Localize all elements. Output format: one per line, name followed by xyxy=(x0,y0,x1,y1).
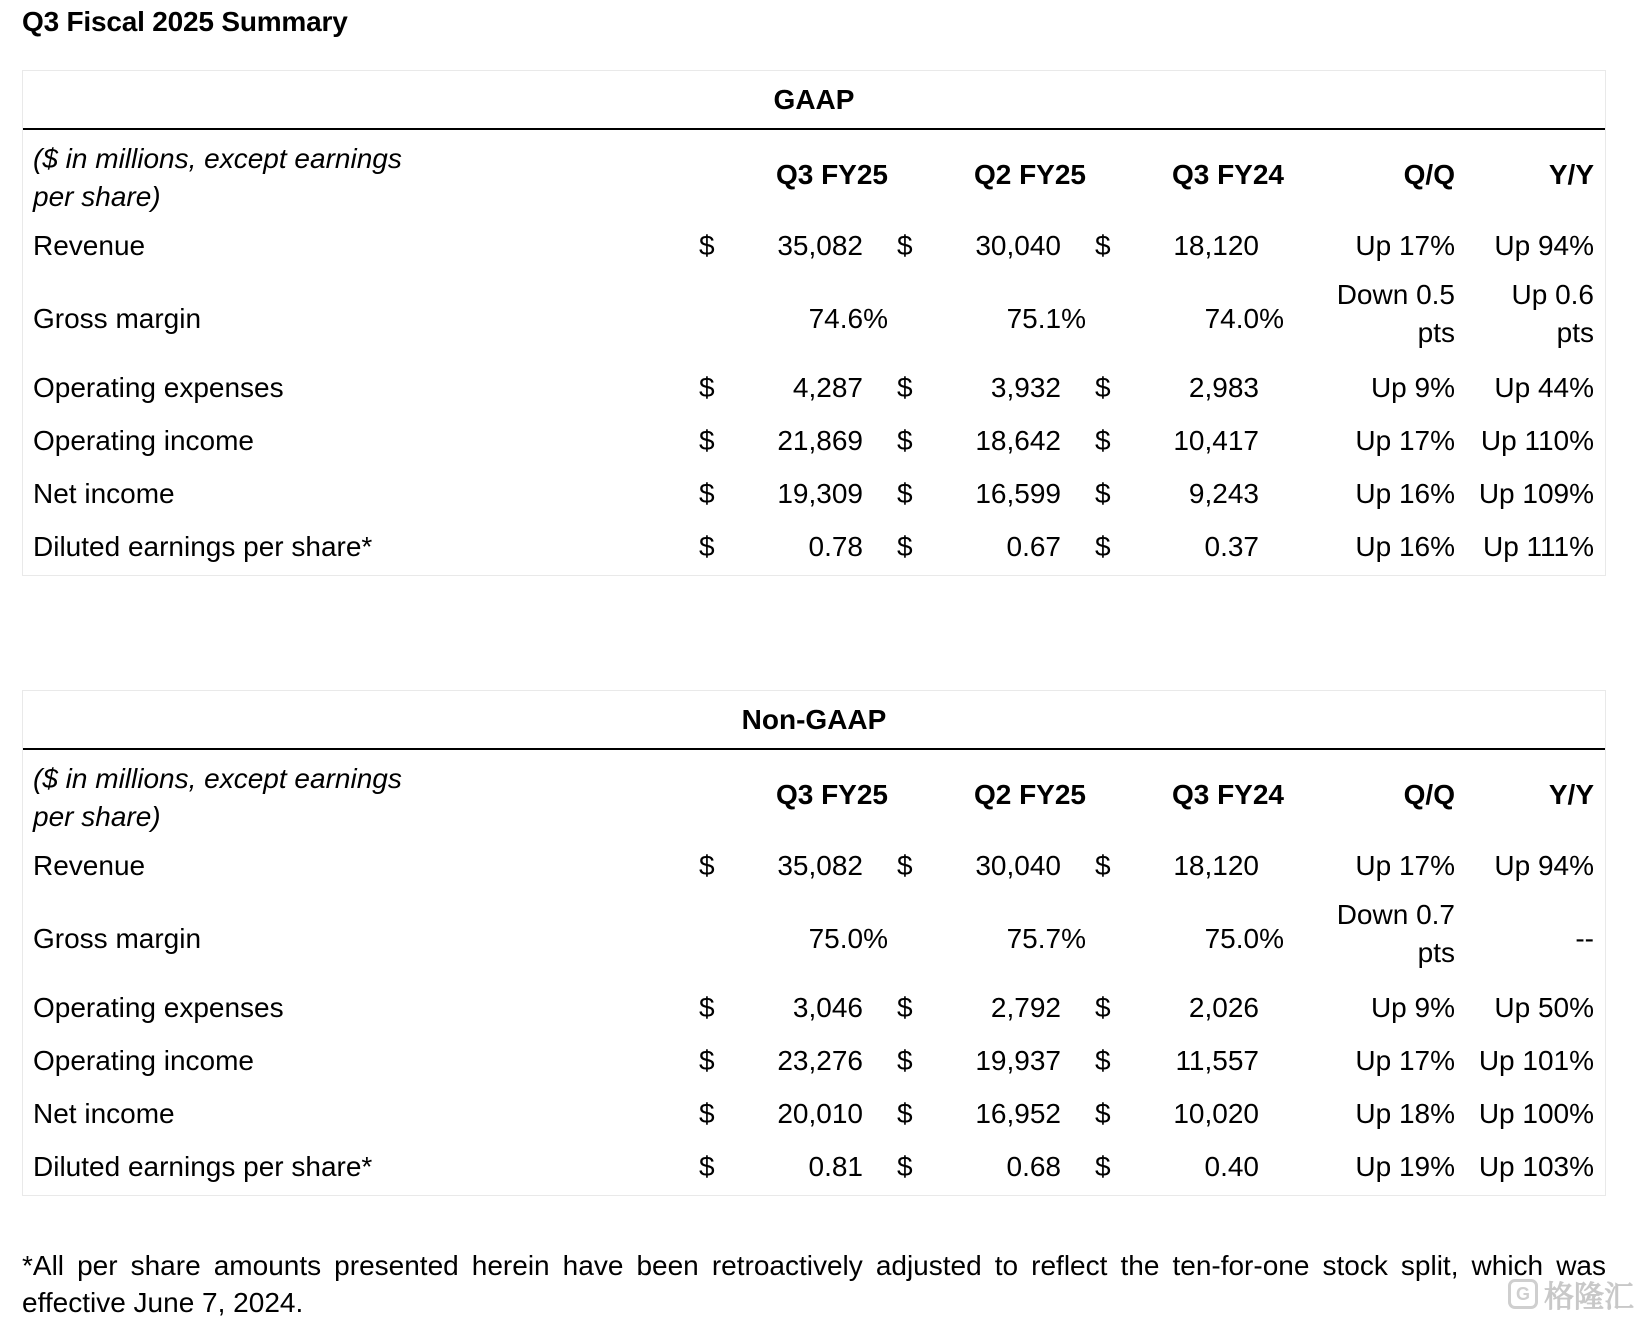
cell-q3fy25: 74.6% xyxy=(808,303,888,334)
row-label: Operating expenses xyxy=(33,372,284,403)
column-header-qq: Q/Q xyxy=(1403,779,1455,810)
row-label: Gross margin xyxy=(33,303,202,334)
column-header-yy: Y/Y xyxy=(1548,159,1594,190)
column-header-q2fy25: Q2 FY25 xyxy=(973,159,1086,190)
cell-q3fy25: 19,309 xyxy=(777,478,863,509)
table-row xyxy=(23,277,1605,372)
currency-symbol: $ xyxy=(699,1098,715,1129)
cell-q3fy25: 0.78 xyxy=(808,531,863,562)
cell-yy: Up 111% xyxy=(1482,531,1594,562)
cell-yy: -- xyxy=(1575,923,1594,954)
column-header-q2fy25: Q2 FY25 xyxy=(973,779,1086,810)
units-label-line2: per share) xyxy=(33,181,161,212)
cell-qq: Up 9% xyxy=(1370,992,1455,1023)
cell-q3fy25: 20,010 xyxy=(777,1098,863,1129)
non-gaap-table xyxy=(22,690,1606,1196)
cell-q3fy25: 0.81 xyxy=(808,1151,863,1182)
cell-q2fy25: 75.1% xyxy=(1006,303,1086,334)
cell-yy-line2: pts xyxy=(1556,317,1594,348)
currency-symbol: $ xyxy=(897,230,913,261)
currency-symbol: $ xyxy=(699,1151,715,1182)
cell-yy: Up 110% xyxy=(1480,425,1594,456)
currency-symbol: $ xyxy=(1095,425,1111,456)
table-row xyxy=(23,1098,1605,1151)
table-row xyxy=(23,850,1605,897)
cell-yy: Up 44% xyxy=(1494,372,1594,403)
cell-q3fy24: 11,557 xyxy=(1175,1045,1259,1076)
column-header-q3fy25: Q3 FY25 xyxy=(775,159,888,190)
currency-symbol: $ xyxy=(897,531,913,562)
cell-yy: Up 103% xyxy=(1478,1151,1594,1182)
cell-q3fy25: 23,276 xyxy=(777,1045,863,1076)
column-header-qq: Q/Q xyxy=(1403,159,1455,190)
currency-symbol: $ xyxy=(897,992,913,1023)
currency-symbol: $ xyxy=(1095,230,1111,261)
gaap-heading: GAAP xyxy=(23,71,1605,130)
units-label xyxy=(33,760,402,836)
currency-symbol: $ xyxy=(699,850,715,881)
currency-symbol: $ xyxy=(897,1151,913,1182)
currency-symbol: $ xyxy=(897,1045,913,1076)
column-header-q3fy24: Q3 FY24 xyxy=(1171,159,1284,190)
table-row xyxy=(23,478,1605,531)
cell-q2fy25: 30,040 xyxy=(975,230,1061,261)
currency-symbol: $ xyxy=(1095,478,1111,509)
cell-q2fy25: 16,952 xyxy=(975,1098,1061,1129)
currency-symbol: $ xyxy=(699,478,715,509)
cell-qq xyxy=(1337,896,1455,972)
currency-symbol: $ xyxy=(1095,1098,1111,1129)
cell-qq: Up 16% xyxy=(1355,531,1455,562)
cell-q3fy24: 0.40 xyxy=(1204,1151,1259,1182)
row-label: Diluted earnings per share* xyxy=(33,1151,373,1182)
units-label-line2: per share) xyxy=(33,801,161,832)
row-label: Diluted earnings per share* xyxy=(33,531,373,562)
units-label xyxy=(33,140,402,216)
cell-q3fy24: 9,243 xyxy=(1188,478,1259,509)
row-label: Operating income xyxy=(33,425,255,456)
cell-q2fy25: 2,792 xyxy=(990,992,1061,1023)
currency-symbol: $ xyxy=(1095,531,1111,562)
column-header-q3fy24: Q3 FY24 xyxy=(1171,779,1284,810)
cell-qq: Up 19% xyxy=(1355,1151,1455,1182)
gaap-table xyxy=(22,70,1606,576)
cell-qq: Up 17% xyxy=(1355,230,1455,261)
row-label: Net income xyxy=(33,478,175,509)
row-label: Operating income xyxy=(33,1045,255,1076)
row-label: Revenue xyxy=(33,850,146,881)
currency-symbol: $ xyxy=(897,1098,913,1129)
currency-symbol: $ xyxy=(699,992,715,1023)
cell-q3fy24: 2,983 xyxy=(1188,372,1259,403)
currency-symbol: $ xyxy=(699,531,715,562)
table-row xyxy=(23,230,1605,277)
currency-symbol: $ xyxy=(1095,992,1111,1023)
watermark-text: 格隆汇 xyxy=(1544,1281,1634,1314)
cell-q3fy24: 2,026 xyxy=(1188,992,1259,1023)
cell-q2fy25: 16,599 xyxy=(975,478,1061,509)
cell-yy-line1: Up 0.6 xyxy=(1511,279,1594,310)
cell-q3fy24: 74.0% xyxy=(1204,303,1284,334)
currency-symbol: $ xyxy=(897,425,913,456)
cell-q3fy25: 35,082 xyxy=(777,230,863,261)
cell-q3fy24: 0.37 xyxy=(1204,531,1259,562)
cell-yy: Up 50% xyxy=(1494,992,1594,1023)
cell-yy: Up 94% xyxy=(1494,850,1594,881)
currency-symbol: $ xyxy=(897,372,913,403)
cell-yy: Up 94% xyxy=(1494,230,1594,261)
cell-yy: Up 100% xyxy=(1478,1098,1594,1129)
cell-qq-line2: pts xyxy=(1417,317,1455,348)
units-label-line1: ($ in millions, except earnings xyxy=(33,143,402,174)
cell-q3fy25: 35,082 xyxy=(777,850,863,881)
footnote: *All per share amounts presented herein have been retroactively adjusted to reflect the ten-for-one stock split, which was effective June 7, 2024. xyxy=(22,1250,1606,1318)
non-gaap-heading: Non-GAAP xyxy=(23,691,1605,750)
cell-q2fy25: 0.68 xyxy=(1006,1151,1061,1182)
cell-q3fy24: 18,120 xyxy=(1173,850,1259,881)
row-label: Gross margin xyxy=(33,923,202,954)
cell-qq-line1: Down 0.7 xyxy=(1336,899,1455,930)
cell-q3fy25: 21,869 xyxy=(777,425,863,456)
cell-q3fy24: 18,120 xyxy=(1173,230,1259,261)
currency-symbol: $ xyxy=(1095,372,1111,403)
cell-q3fy25: 75.0% xyxy=(808,923,888,954)
currency-symbol: $ xyxy=(1095,1045,1111,1076)
cell-qq: Up 17% xyxy=(1355,850,1455,881)
cell-q3fy24: 75.0% xyxy=(1204,923,1284,954)
cell-qq xyxy=(1337,276,1455,352)
watermark-logo-icon: G xyxy=(1508,1279,1538,1309)
table-row xyxy=(23,1045,1605,1098)
column-header-q3fy25: Q3 FY25 xyxy=(775,779,888,810)
cell-q3fy24: 10,417 xyxy=(1173,425,1259,456)
table-row xyxy=(23,1151,1605,1195)
currency-symbol: $ xyxy=(699,372,715,403)
cell-qq-line2: pts xyxy=(1417,937,1455,968)
cell-q3fy25: 4,287 xyxy=(792,372,863,403)
cell-yy: Up 109% xyxy=(1478,478,1594,509)
page-title: Q3 Fiscal 2025 Summary xyxy=(22,6,348,37)
row-label: Revenue xyxy=(33,230,146,261)
cell-q2fy25: 0.67 xyxy=(1006,531,1061,562)
currency-symbol: $ xyxy=(1095,850,1111,881)
cell-qq: Up 17% xyxy=(1355,425,1455,456)
cell-q2fy25: 19,937 xyxy=(975,1045,1061,1076)
currency-symbol: $ xyxy=(699,230,715,261)
gaap-header-row xyxy=(23,130,1605,230)
watermark xyxy=(1508,1272,1634,1316)
table-row xyxy=(23,531,1605,575)
table-row xyxy=(23,897,1605,992)
currency-symbol: $ xyxy=(1095,1151,1111,1182)
cell-qq-line1: Down 0.5 xyxy=(1336,279,1455,310)
currency-symbol: $ xyxy=(699,1045,715,1076)
cell-q3fy25: 3,046 xyxy=(792,992,863,1023)
currency-symbol: $ xyxy=(699,425,715,456)
non-gaap-header-row xyxy=(23,750,1605,850)
column-header-yy: Y/Y xyxy=(1548,779,1594,810)
cell-yy xyxy=(1512,276,1595,352)
cell-q2fy25: 18,642 xyxy=(975,425,1061,456)
table-row xyxy=(23,372,1605,425)
cell-q3fy24: 10,020 xyxy=(1173,1098,1259,1129)
cell-qq: Up 18% xyxy=(1355,1098,1455,1129)
table-row xyxy=(23,992,1605,1045)
row-label: Net income xyxy=(33,1098,175,1129)
table-row xyxy=(23,425,1605,478)
cell-yy: Up 101% xyxy=(1478,1045,1594,1076)
currency-symbol: $ xyxy=(897,850,913,881)
cell-qq: Up 16% xyxy=(1355,478,1455,509)
units-label-line1: ($ in millions, except earnings xyxy=(33,763,402,794)
cell-qq: Up 9% xyxy=(1370,372,1455,403)
cell-q2fy25: 75.7% xyxy=(1006,923,1086,954)
cell-q2fy25: 30,040 xyxy=(975,850,1061,881)
currency-symbol: $ xyxy=(897,478,913,509)
cell-qq: Up 17% xyxy=(1355,1045,1455,1076)
cell-q2fy25: 3,932 xyxy=(990,372,1061,403)
row-label: Operating expenses xyxy=(33,992,284,1023)
